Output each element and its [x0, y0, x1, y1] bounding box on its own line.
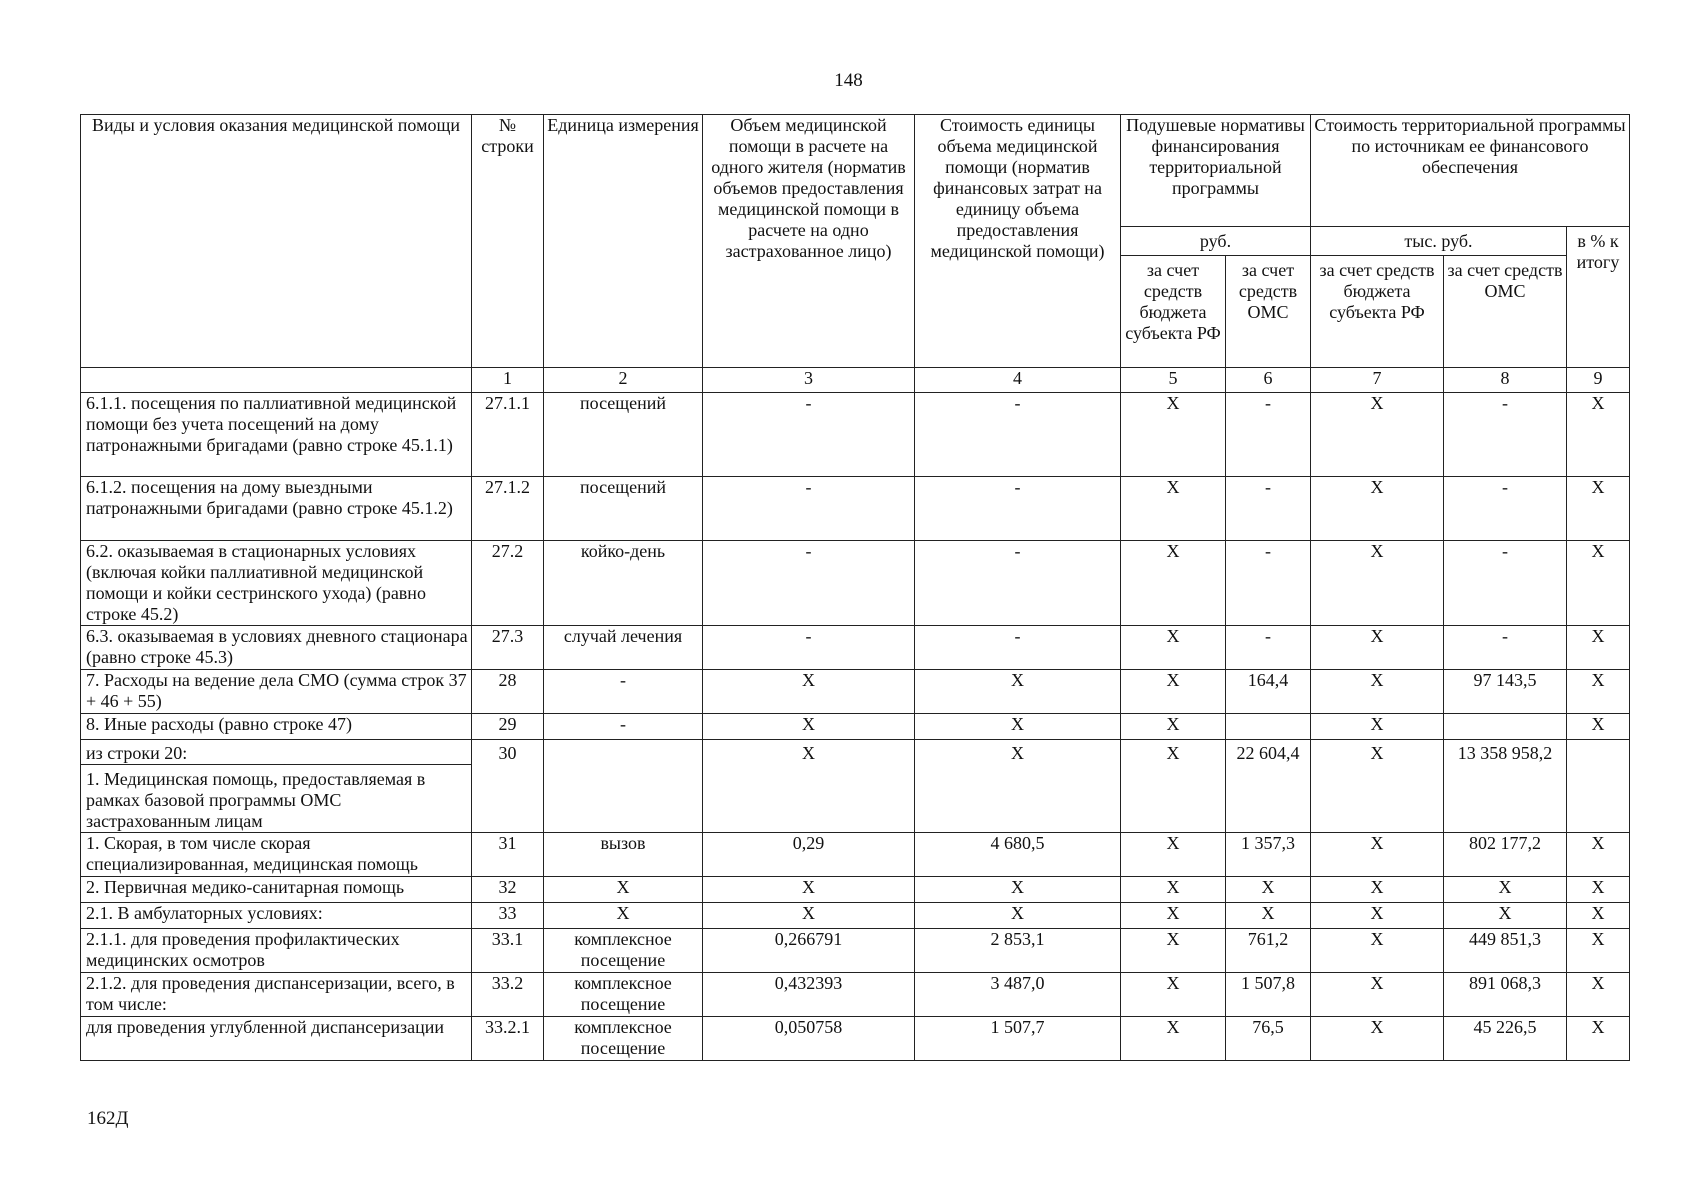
- cell-c6: 76,5: [1226, 1017, 1311, 1061]
- cell-c8: 449 851,3: [1444, 929, 1567, 973]
- row-name: 2.1. В амбулаторных условиях:: [81, 903, 472, 929]
- cell-c6: -: [1226, 393, 1311, 477]
- cell-c4: -: [915, 477, 1121, 541]
- cell-unit: -: [544, 670, 703, 714]
- cell-unit: X: [544, 877, 703, 903]
- cell-no: 33: [472, 903, 544, 929]
- cell-c8: X: [1444, 877, 1567, 903]
- cell-c6: -: [1226, 626, 1311, 670]
- row-name: 2.1.1. для проведения профилактических медицинских осмотров: [81, 929, 472, 973]
- cell-c6: [1226, 714, 1311, 740]
- cell-c4: X: [915, 877, 1121, 903]
- cell-c5: X: [1121, 833, 1226, 877]
- cell-c8: 13 358 958,2: [1444, 740, 1567, 833]
- cell-c9: X: [1567, 393, 1630, 477]
- header-volume: Объем медицинской помощи в расчете на одного жителя (норматив объемов предоставления медицинской помощи в расчете на одно застрахованное лицо): [703, 115, 915, 368]
- cell-unit: койко-день: [544, 541, 703, 626]
- cell-c5: X: [1121, 670, 1226, 714]
- column-numbers-row: [81, 368, 1630, 393]
- row-name: 7. Расходы на ведение дела СМО (сумма строк 37 + 46 + 55): [81, 670, 472, 714]
- cell-c8: 802 177,2: [1444, 833, 1567, 877]
- cell-c7: X: [1311, 1017, 1444, 1061]
- header-budget-source: за счет средств бюджета субъекта РФ: [1311, 256, 1444, 368]
- cell-c8: -: [1444, 477, 1567, 541]
- cell-c5: X: [1121, 626, 1226, 670]
- cell-unit: посещений: [544, 393, 703, 477]
- row-name: 2. Первичная медико-санитарная помощь: [81, 877, 472, 903]
- column-number: 2: [544, 368, 703, 393]
- cell-c9: X: [1567, 973, 1630, 1017]
- row-name: 1. Медицинская помощь, предоставляемая в рамках базовой программы ОМС застрахованным лицам: [81, 765, 472, 833]
- cell-c5: X: [1121, 740, 1226, 833]
- cell-c9: X: [1567, 929, 1630, 973]
- table-row: [81, 477, 1630, 541]
- cell-c6: X: [1226, 903, 1311, 929]
- column-number: 4: [915, 368, 1121, 393]
- table-row: [81, 393, 1630, 477]
- cell-c4: X: [915, 903, 1121, 929]
- table-row: [81, 626, 1630, 670]
- cell-c7: X: [1311, 541, 1444, 626]
- header-cost: Стоимость единицы объема медицинской помощи (норматив финансовых затрат на единицу объема предоставления медицинской помощи): [915, 115, 1121, 368]
- cell-c9: X: [1567, 877, 1630, 903]
- table-row: [81, 541, 1630, 626]
- header-pct-total: в % к итогу: [1567, 227, 1630, 368]
- table-row: [81, 670, 1630, 714]
- cell-unit: комплексное посещение: [544, 973, 703, 1017]
- cell-no: 30: [472, 740, 544, 833]
- footer-code: 162Д: [87, 1108, 129, 1129]
- cell-c9: [1567, 740, 1630, 833]
- cell-c8: 97 143,5: [1444, 670, 1567, 714]
- cell-unit: вызов: [544, 833, 703, 877]
- cell-c5: X: [1121, 877, 1226, 903]
- row-name: 8. Иные расходы (равно строке 47): [81, 714, 472, 740]
- cell-c5: X: [1121, 929, 1226, 973]
- cell-c8: 891 068,3: [1444, 973, 1567, 1017]
- cell-c8: X: [1444, 903, 1567, 929]
- cell-unit: X: [544, 903, 703, 929]
- cell-c7: X: [1311, 670, 1444, 714]
- cell-c4: -: [915, 393, 1121, 477]
- cell-no: 33.2: [472, 973, 544, 1017]
- cell-c7: X: [1311, 929, 1444, 973]
- column-number: 1: [472, 368, 544, 393]
- cell-c5: X: [1121, 714, 1226, 740]
- cell-no: 29: [472, 714, 544, 740]
- cell-c5: X: [1121, 541, 1226, 626]
- cell-c4: 2 853,1: [915, 929, 1121, 973]
- cell-c7: X: [1311, 714, 1444, 740]
- cell-unit: комплексное посещение: [544, 1017, 703, 1061]
- cell-c8: [1444, 714, 1567, 740]
- cell-c6: 22 604,4: [1226, 740, 1311, 833]
- cell-c7: X: [1311, 477, 1444, 541]
- header-budget-source: за счет средств бюджета субъекта РФ: [1121, 256, 1226, 368]
- header-row-no: № строки: [472, 115, 544, 368]
- header-territorial: Стоимость территориальной программы по источникам ее финансового обеспечения: [1311, 115, 1630, 227]
- header-type: Виды и условия оказания медицинской помощи: [81, 115, 472, 368]
- header-unit: Единица измерения: [544, 115, 703, 368]
- cell-c4: 4 680,5: [915, 833, 1121, 877]
- cell-c5: X: [1121, 393, 1226, 477]
- cell-c6: -: [1226, 477, 1311, 541]
- cell-c7: X: [1311, 833, 1444, 877]
- page-number: 148: [834, 70, 863, 91]
- row-name: 6.3. оказываемая в условиях дневного стационара (равно строке 45.3): [81, 626, 472, 670]
- column-number: 8: [1444, 368, 1567, 393]
- cell-no: 28: [472, 670, 544, 714]
- cell-c4: -: [915, 626, 1121, 670]
- cell-c6: 1 357,3: [1226, 833, 1311, 877]
- column-number: 7: [1311, 368, 1444, 393]
- cell-c3: X: [703, 903, 915, 929]
- cell-unit: [544, 740, 703, 833]
- cell-unit: случай лечения: [544, 626, 703, 670]
- cell-c3: -: [703, 541, 915, 626]
- cell-no: 31: [472, 833, 544, 877]
- row-name: из строки 20:: [81, 740, 472, 765]
- cell-c3: X: [703, 740, 915, 833]
- table-row: [81, 877, 1630, 903]
- row-name: 6.1.2. посещения на дому выездными патронажными бригадами (равно строке 45.1.2): [81, 477, 472, 541]
- cell-c7: X: [1311, 973, 1444, 1017]
- cell-c7: X: [1311, 877, 1444, 903]
- cell-no: 33.2.1: [472, 1017, 544, 1061]
- column-number: 3: [703, 368, 915, 393]
- header-rub: руб.: [1121, 227, 1311, 256]
- cell-c5: X: [1121, 1017, 1226, 1061]
- cell-c3: -: [703, 477, 915, 541]
- cell-c3: X: [703, 670, 915, 714]
- cell-c4: -: [915, 541, 1121, 626]
- header-per-capita: Подушевые нормативы финансирования территориальной программы: [1121, 115, 1311, 227]
- cell-c9: X: [1567, 833, 1630, 877]
- cell-c4: X: [915, 670, 1121, 714]
- cell-c4: X: [915, 740, 1121, 833]
- cell-c5: X: [1121, 903, 1226, 929]
- cell-c6: 761,2: [1226, 929, 1311, 973]
- table-row: [81, 833, 1630, 877]
- cell-c5: X: [1121, 477, 1226, 541]
- cell-c3: -: [703, 626, 915, 670]
- cell-no: 27.1.2: [472, 477, 544, 541]
- row-name: 6.2. оказываемая в стационарных условиях (включая койки паллиативной медицинской помощи и койки сестринского ухода) (равно строке 45.2): [81, 541, 472, 626]
- table-row: [81, 1017, 1630, 1061]
- cell-c7: X: [1311, 393, 1444, 477]
- column-number: 5: [1121, 368, 1226, 393]
- table-row: [81, 903, 1630, 929]
- cell-c9: X: [1567, 541, 1630, 626]
- row-name: 6.1.1. посещения по паллиативной медицинской помощи без учета посещений на дому патронажными бригадами (равно строке 45.1.1): [81, 393, 472, 477]
- column-number: 6: [1226, 368, 1311, 393]
- header-oms-source: за счет средств ОМС: [1226, 256, 1311, 368]
- cell-unit: -: [544, 714, 703, 740]
- cell-no: 27.2: [472, 541, 544, 626]
- header-thous-rub: тыс. руб.: [1311, 227, 1567, 256]
- cell-c3: X: [703, 714, 915, 740]
- table-row: [81, 740, 1630, 765]
- cell-no: 33.1: [472, 929, 544, 973]
- financing-table: [80, 114, 1630, 1061]
- cell-c7: X: [1311, 903, 1444, 929]
- cell-c5: X: [1121, 973, 1226, 1017]
- cell-c6: 164,4: [1226, 670, 1311, 714]
- cell-c9: X: [1567, 714, 1630, 740]
- cell-unit: посещений: [544, 477, 703, 541]
- cell-c6: X: [1226, 877, 1311, 903]
- cell-c8: -: [1444, 626, 1567, 670]
- cell-c8: -: [1444, 541, 1567, 626]
- cell-c3: 0,050758: [703, 1017, 915, 1061]
- cell-c9: X: [1567, 1017, 1630, 1061]
- column-number: 9: [1567, 368, 1630, 393]
- header-oms-source: за счет средств ОМС: [1444, 256, 1567, 368]
- cell-c3: 0,432393: [703, 973, 915, 1017]
- cell-c7: X: [1311, 626, 1444, 670]
- cell-c3: X: [703, 877, 915, 903]
- cell-c4: X: [915, 714, 1121, 740]
- cell-c9: X: [1567, 903, 1630, 929]
- table-row: [81, 973, 1630, 1017]
- cell-c3: 0,29: [703, 833, 915, 877]
- cell-c6: 1 507,8: [1226, 973, 1311, 1017]
- cell-no: 27.3: [472, 626, 544, 670]
- cell-c9: X: [1567, 626, 1630, 670]
- cell-c8: 45 226,5: [1444, 1017, 1567, 1061]
- cell-c9: X: [1567, 670, 1630, 714]
- cell-c4: 1 507,7: [915, 1017, 1121, 1061]
- cell-no: 27.1.1: [472, 393, 544, 477]
- column-number: [81, 368, 472, 393]
- row-name: 1. Скорая, в том числе скорая специализированная, медицинская помощь: [81, 833, 472, 877]
- cell-c3: -: [703, 393, 915, 477]
- cell-c3: 0,266791: [703, 929, 915, 973]
- cell-c7: X: [1311, 740, 1444, 833]
- cell-c4: 3 487,0: [915, 973, 1121, 1017]
- row-name: 2.1.2. для проведения диспансеризации, всего, в том числе:: [81, 973, 472, 1017]
- table-row: [81, 714, 1630, 740]
- cell-c9: X: [1567, 477, 1630, 541]
- cell-c8: -: [1444, 393, 1567, 477]
- cell-c6: -: [1226, 541, 1311, 626]
- table-row: [81, 929, 1630, 973]
- cell-unit: комплексное посещение: [544, 929, 703, 973]
- cell-no: 32: [472, 877, 544, 903]
- row-name: для проведения углубленной диспансеризации: [81, 1017, 472, 1061]
